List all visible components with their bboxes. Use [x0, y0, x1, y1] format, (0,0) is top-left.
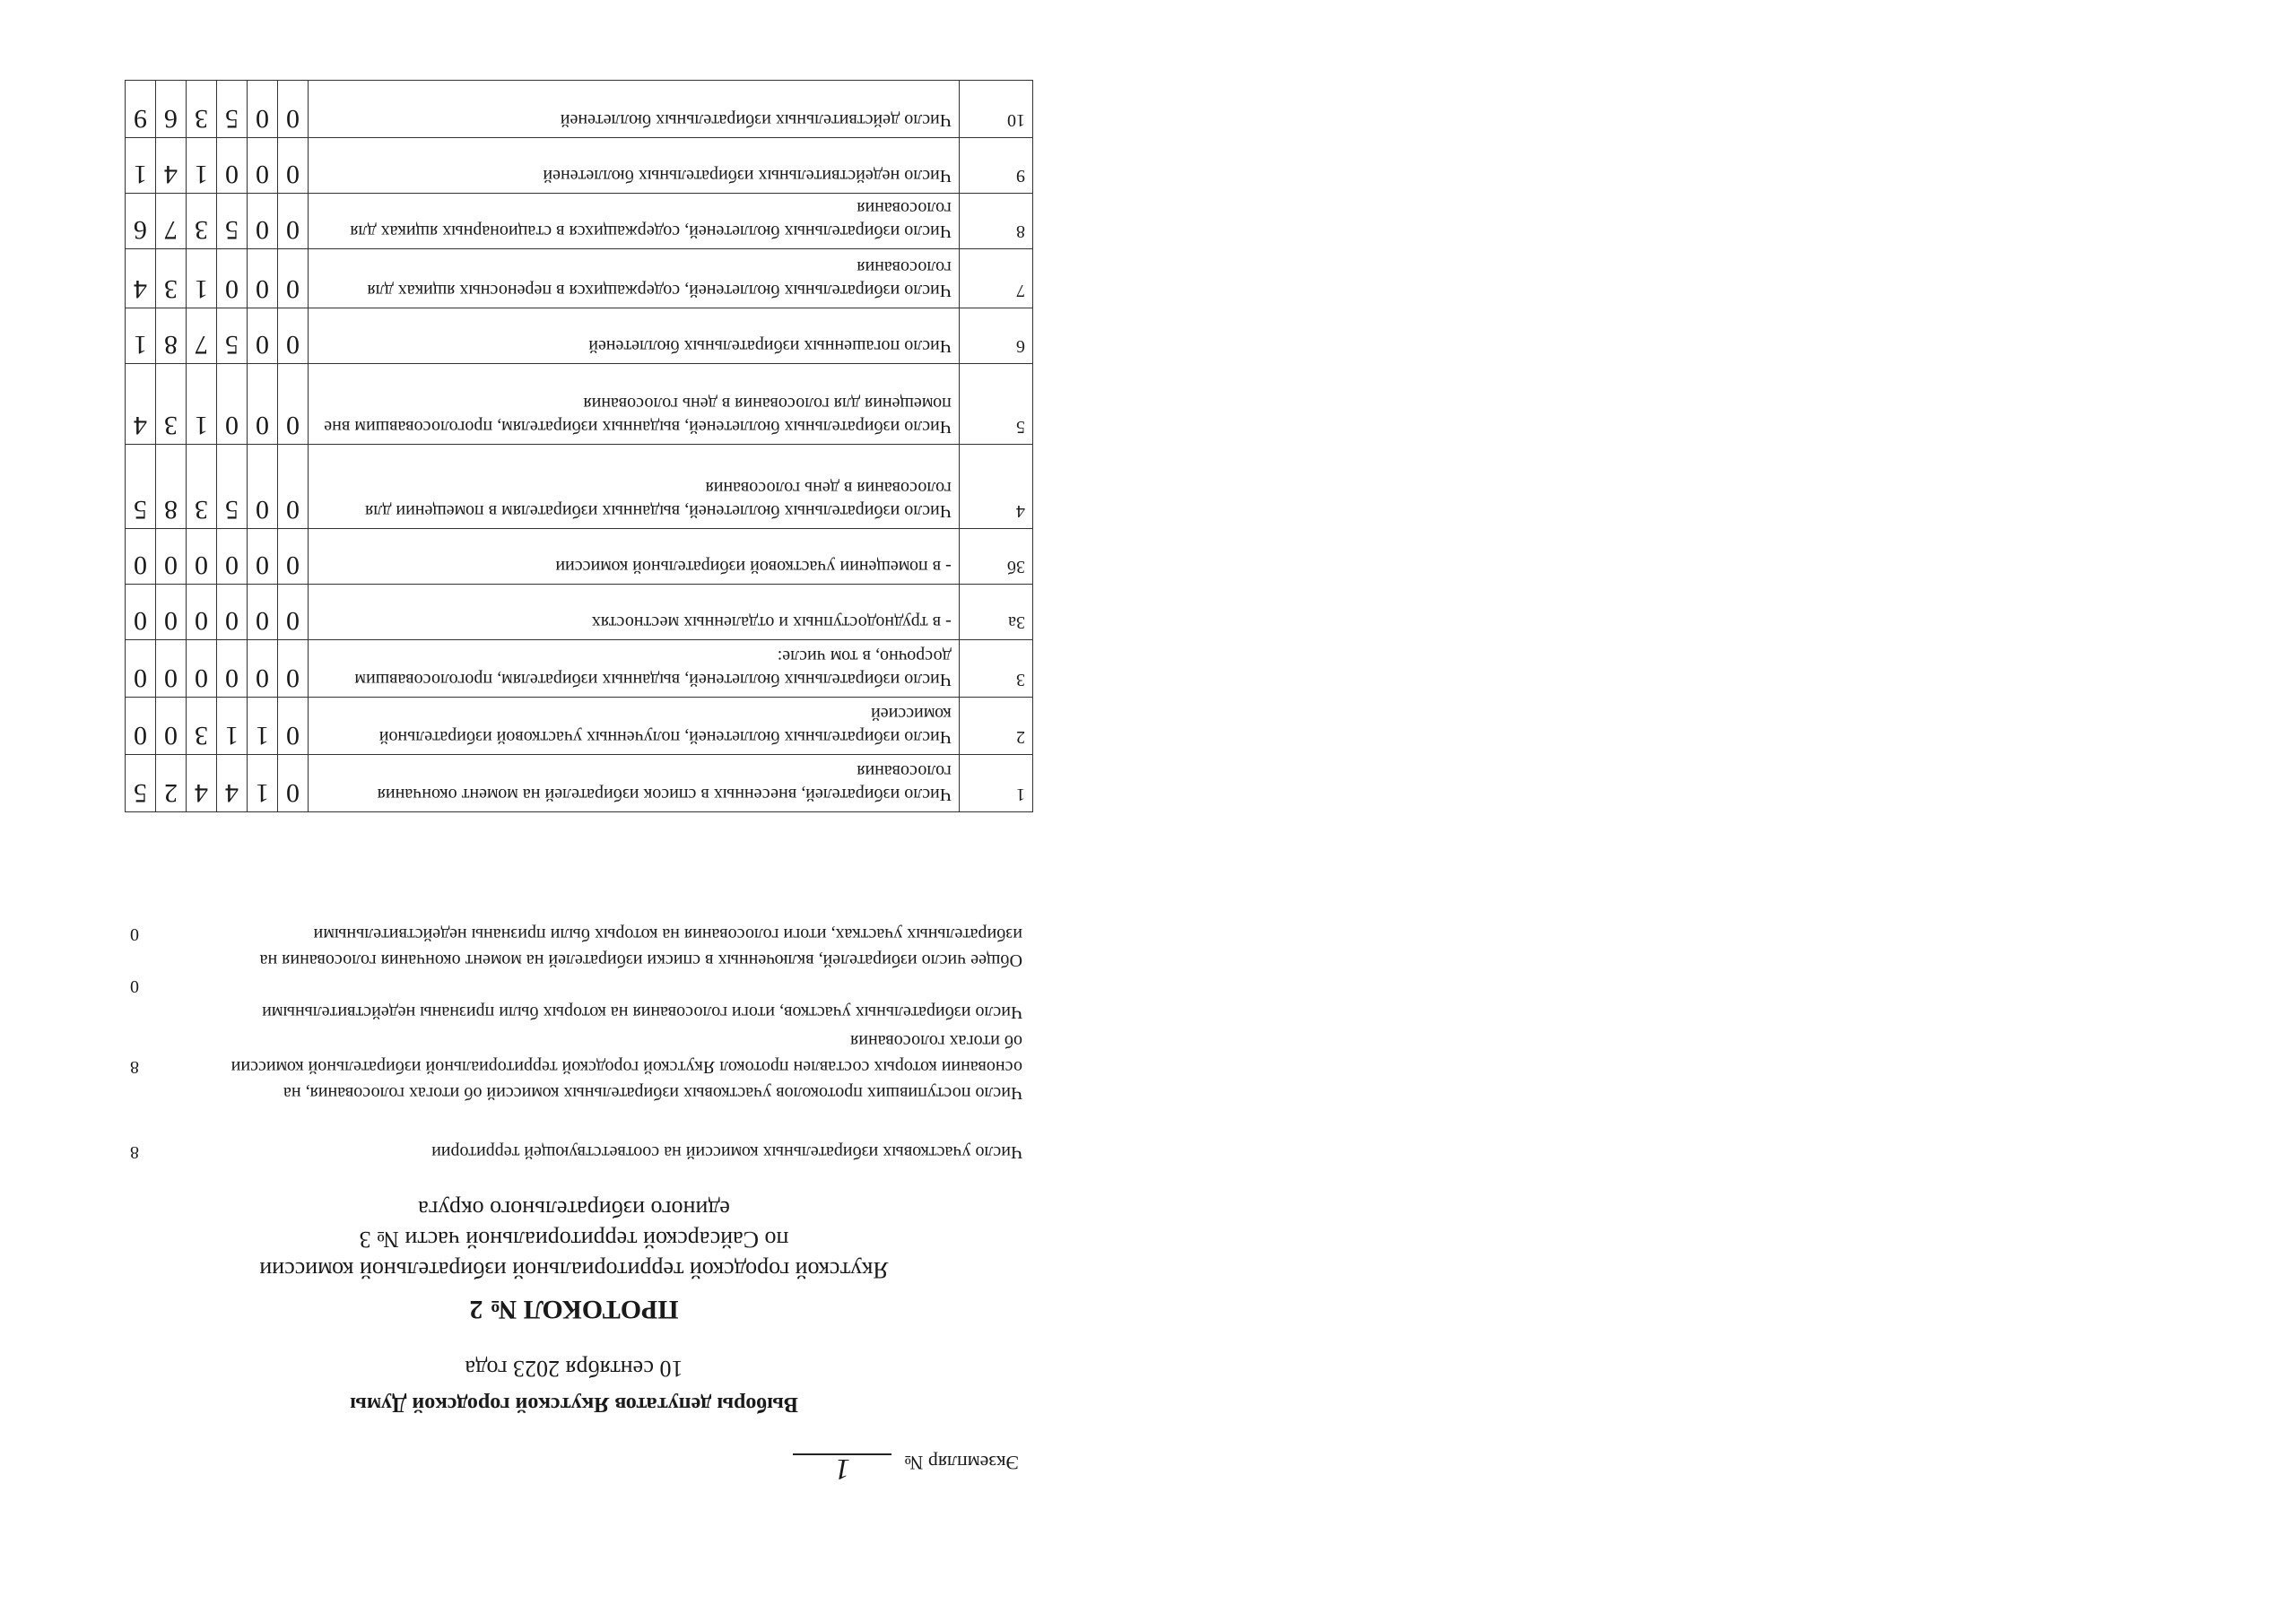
row-digit: 1 — [217, 698, 248, 755]
row-digit: 2 — [156, 755, 187, 812]
row-description: Число действительных избирательных бюллетеней — [308, 81, 959, 138]
row-digit: 3 — [187, 194, 217, 249]
row-digit: 0 — [247, 364, 277, 445]
row-digit: 5 — [217, 445, 248, 529]
row-number: 1 — [959, 755, 1032, 812]
row-digit: 3 — [156, 249, 187, 308]
row-digit: 0 — [126, 640, 156, 698]
row-number: 3а — [959, 585, 1032, 640]
row-digit: 5 — [217, 308, 248, 364]
stat-item — [126, 1139, 1022, 1165]
row-digit: 7 — [187, 308, 217, 364]
row-digit: 0 — [277, 364, 308, 445]
row-description: Число избирательных бюллетеней, содержащихся в переносных ящиках для голосования — [308, 249, 959, 308]
table-row — [126, 529, 1033, 585]
row-digit: 0 — [247, 138, 277, 194]
row-digit: 0 — [156, 585, 187, 640]
row-digit: 0 — [277, 249, 308, 308]
row-digit: 1 — [126, 308, 156, 364]
row-digit: 0 — [277, 194, 308, 249]
election-title: Выборы депутатов Якутской городской Думы — [350, 1392, 798, 1416]
row-description: Число погашенных избирательных бюллетеней — [308, 308, 959, 364]
stat-value: 8 — [130, 1057, 139, 1077]
row-digit: 3 — [187, 81, 217, 138]
table-row — [126, 640, 1033, 698]
stat-item — [126, 1028, 1022, 1106]
commission-line: единого избирательного округа — [418, 1196, 730, 1222]
row-description: - в помещении участковой избирательной комиссии — [308, 529, 959, 585]
row-digit: 0 — [277, 755, 308, 812]
row-digit: 0 — [156, 529, 187, 585]
row-digit: 0 — [247, 81, 277, 138]
election-date: 10 сентября 2023 года — [465, 1356, 683, 1382]
row-digit: 3 — [187, 445, 217, 529]
copy-number-handwritten: 1 — [793, 1453, 891, 1482]
row-number: 3б — [959, 529, 1032, 585]
row-digit: 0 — [247, 194, 277, 249]
row-digit: 0 — [277, 308, 308, 364]
table-row — [126, 249, 1033, 308]
row-digit: 0 — [277, 138, 308, 194]
row-digit: 1 — [126, 138, 156, 194]
table-row — [126, 755, 1033, 812]
row-digit: 8 — [156, 445, 187, 529]
row-digit: 5 — [217, 194, 248, 249]
row-digit: 0 — [277, 640, 308, 698]
row-digit: 6 — [156, 81, 187, 138]
table-row — [126, 138, 1033, 194]
commission-line: по Сайсарской территориальной части № 3 — [359, 1227, 789, 1253]
protocol-title: ПРОТОКОЛ № 2 — [469, 1295, 679, 1324]
row-digit: 0 — [277, 81, 308, 138]
row-description: Число избирательных бюллетеней, полученных участковой избирательной комиссией — [308, 698, 959, 755]
row-digit: 0 — [217, 585, 248, 640]
row-digit: 4 — [126, 249, 156, 308]
row-digit: 0 — [217, 249, 248, 308]
row-digit: 0 — [217, 640, 248, 698]
row-description: Число избирательных бюллетеней, выданных избирателям, проголосовавшим вне помещения для голосования в день голосования — [308, 364, 959, 445]
row-digit: 4 — [217, 755, 248, 812]
row-digit: 5 — [126, 445, 156, 529]
stat-value: 0 — [130, 976, 139, 996]
row-number: 3 — [959, 640, 1032, 698]
row-digit: 4 — [187, 755, 217, 812]
row-digit: 4 — [156, 138, 187, 194]
row-digit: 3 — [156, 364, 187, 445]
row-description: Число избирательных бюллетеней, выданных избирателям, проголосовавшим досрочно, в том числе: — [308, 640, 959, 698]
row-digit: 1 — [247, 755, 277, 812]
stat-text: Число избирательных участков, итоги голосования на которых были признаны недействительными — [262, 1002, 1022, 1022]
table-row — [126, 308, 1033, 364]
row-digit: 0 — [277, 529, 308, 585]
row-description: Число избирательных бюллетеней, выданных избирателям в помещении для голосования в день голосования — [308, 445, 959, 529]
results-table — [125, 80, 1033, 812]
row-digit: 0 — [187, 640, 217, 698]
row-digit: 0 — [126, 529, 156, 585]
table-row — [126, 81, 1033, 138]
row-digit: 5 — [126, 755, 156, 812]
table-row — [126, 445, 1033, 529]
row-digit: 1 — [187, 138, 217, 194]
row-number: 9 — [959, 138, 1032, 194]
row-digit: 0 — [247, 529, 277, 585]
row-digit: 0 — [126, 585, 156, 640]
row-digit: 0 — [277, 585, 308, 640]
row-digit: 0 — [247, 308, 277, 364]
row-description: Число избирателей, внесенных в список избирателей на момент окончания голосования — [308, 755, 959, 812]
row-digit: 0 — [277, 698, 308, 755]
stat-text: Число участковых избирательных комиссий на соответствующей территории — [431, 1142, 1022, 1162]
row-digit: 0 — [217, 364, 248, 445]
stat-item — [126, 976, 1022, 1025]
row-number: 2 — [959, 698, 1032, 755]
stat-value: 8 — [130, 1142, 139, 1162]
row-number: 6 — [959, 308, 1032, 364]
row-digit: 0 — [126, 698, 156, 755]
row-number: 10 — [959, 81, 1032, 138]
row-number: 5 — [959, 364, 1032, 445]
row-digit: 0 — [247, 640, 277, 698]
table-row — [126, 698, 1033, 755]
row-digit: 0 — [247, 585, 277, 640]
row-digit: 0 — [187, 585, 217, 640]
commission-name — [126, 1193, 1022, 1285]
stat-item — [126, 921, 1022, 973]
copy-label: Экземпляр № — [904, 1452, 1019, 1474]
row-digit: 0 — [187, 529, 217, 585]
row-description: - в труднодоступных и отдаленных местностях — [308, 585, 959, 640]
row-digit: 6 — [126, 194, 156, 249]
row-digit: 0 — [277, 445, 308, 529]
row-digit: 0 — [247, 249, 277, 308]
row-digit: 0 — [156, 640, 187, 698]
stat-text: Число поступивших протоколов участковых избирательных комиссий об итогах голосования, на основании которых составлен протокол Якутской городской территориальной избирательной комиссии об итогах голосования — [230, 1031, 1022, 1103]
row-description: Число недействительных избирательных бюллетеней — [308, 138, 959, 194]
row-digit: 1 — [247, 698, 277, 755]
row-digit: 5 — [217, 81, 248, 138]
row-digit: 4 — [126, 364, 156, 445]
row-digit: 9 — [126, 81, 156, 138]
row-digit: 3 — [187, 698, 217, 755]
stat-text: Общее число избирателей, включенных в списки избирателей на момент окончания голосования на избирательных участках, итоги голосования на которых были признаны недействительными — [259, 924, 1022, 970]
row-digit: 8 — [156, 308, 187, 364]
table-row — [126, 585, 1033, 640]
row-digit: 0 — [156, 698, 187, 755]
row-number: 7 — [959, 249, 1032, 308]
row-description: Число избирательных бюллетеней, содержащихся в стационарных ящиках для голосования — [308, 194, 959, 249]
row-digit: 7 — [156, 194, 187, 249]
row-digit: 0 — [247, 445, 277, 529]
row-number: 4 — [959, 445, 1032, 529]
row-digit: 0 — [217, 138, 248, 194]
table-row — [126, 194, 1033, 249]
table-row — [126, 364, 1033, 445]
row-digit: 1 — [187, 249, 217, 308]
row-number: 8 — [959, 194, 1032, 249]
copy-number — [793, 1450, 1019, 1486]
commission-line: Якутской городской территориальной избирательной комиссии — [259, 1257, 889, 1283]
row-digit: 0 — [217, 529, 248, 585]
row-digit: 1 — [187, 364, 217, 445]
stat-value: 0 — [130, 924, 139, 944]
